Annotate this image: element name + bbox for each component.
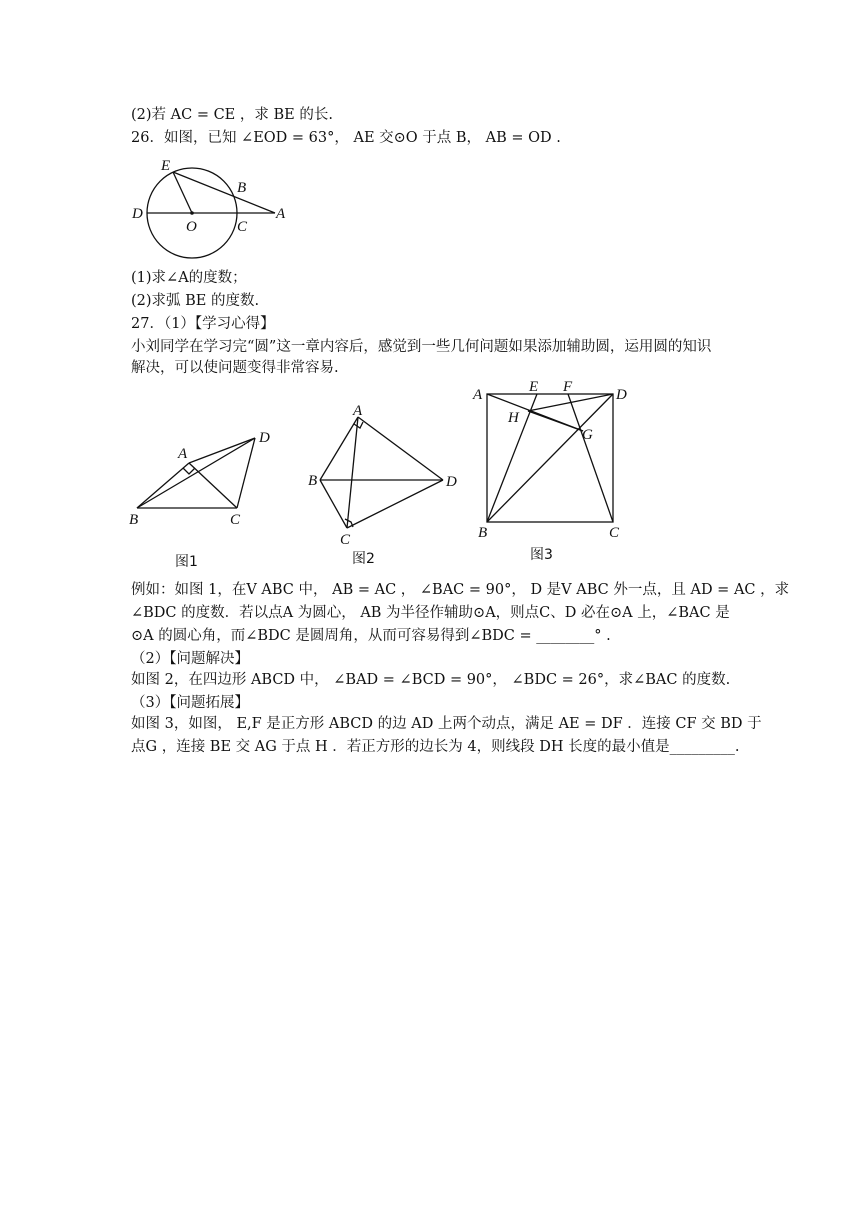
right-angle-mark-a [354,422,363,428]
label-a: A [178,446,188,462]
point-o [190,211,194,215]
label-b: B [478,525,488,541]
q26-part2: (2)求弧 BE 的度数. [131,293,260,309]
caption-fig2: 图2 [352,551,375,567]
figure-3 [470,378,640,568]
q27-part3-line1: 如图 3，如图， E,F 是正方形 ABCD 的边 AD 上两个动点，满足 AE = DF ．连接 CF 交 BD 于 [131,716,762,732]
label-b: B [129,512,139,528]
label-b: B [237,180,247,196]
line-bd [487,394,613,522]
q27-part2-heading: （2）【问题解决】 [131,651,249,667]
line-cd [347,480,443,528]
q26-stem: 26．如图，已知 ∠EOD = 63°， AE 交⊙O 于点 B， AB = OD . [131,130,561,146]
figure-1 [125,425,285,575]
label-c: C [340,532,351,548]
line-bd [137,438,255,508]
q27-part2: 如图 2，在四边形 ABCD 中， ∠BAD = ∠BCD = 90°， ∠BDC = 26°，求∠BAC 的度数. [131,672,731,688]
example-line3: ⊙A 的圆心角，而∠BDC 是圆周角，从而可容易得到∠BDC = ________° . [131,628,611,644]
line-cd [237,438,255,508]
q27-intro-line2: 解决，可以使问题变得非常容易. [131,360,339,376]
label-c: C [237,219,248,235]
line-ab [137,463,189,508]
q26-part1: (1)求∠A的度数； [131,270,247,286]
line-ea [173,172,275,213]
label-a: A [353,403,363,419]
line-bc [320,480,347,528]
figure-2 [300,400,470,570]
caption-fig3: 图3 [530,547,553,563]
label-a: A [276,206,286,222]
label-d: D [446,474,457,490]
q25-part2: (2)若 AC = CE ，求 BE 的长. [131,107,333,123]
label-f: F [563,379,573,395]
line-cf [568,394,613,522]
q27-heading: 27．（1）【学习心得】 [131,316,275,332]
line-ad [189,438,255,463]
q27-intro-line1: 小刘同学在学习完“圆”这一章内容后，感觉到一些几何问题如果添加辅助圆，运用圆的知识 [131,339,712,355]
label-o: O [186,219,197,235]
label-a: A [473,387,483,403]
line-hd [528,394,613,411]
q27-part3-line2: 点G ，连接 BE 交 AG 于点 H ．若正方形的边长为 4，则线段 DH 长度的最小值是_________. [131,739,740,755]
label-h: H [508,410,519,426]
line-ac [189,463,237,508]
label-g: G [582,427,593,443]
label-e: E [529,379,539,395]
label-e: E [161,158,171,174]
label-d: D [616,387,627,403]
line-ad [358,417,443,480]
label-c: C [230,512,241,528]
right-angle-mark [183,468,195,474]
caption-fig1: 图1 [175,554,198,570]
label-b: B [308,473,318,489]
label-d: D [132,206,143,222]
example-line2: ∠BDC 的度数．若以点A 为圆心， AB 为半径作辅助⊙A，则点C、D 必在⊙A 上，∠BAC 是 [131,605,730,621]
label-c: C [609,525,620,541]
example-line1: 例如：如图 1，在V ABC 中， AB = AC ， ∠BAC = 90°， D 是V ABC 外一点，且 AD = AC ，求 [131,582,790,598]
q27-part3-heading: （3）【问题拓展】 [131,695,249,711]
figure-26 [130,152,300,252]
label-d: D [259,430,270,446]
